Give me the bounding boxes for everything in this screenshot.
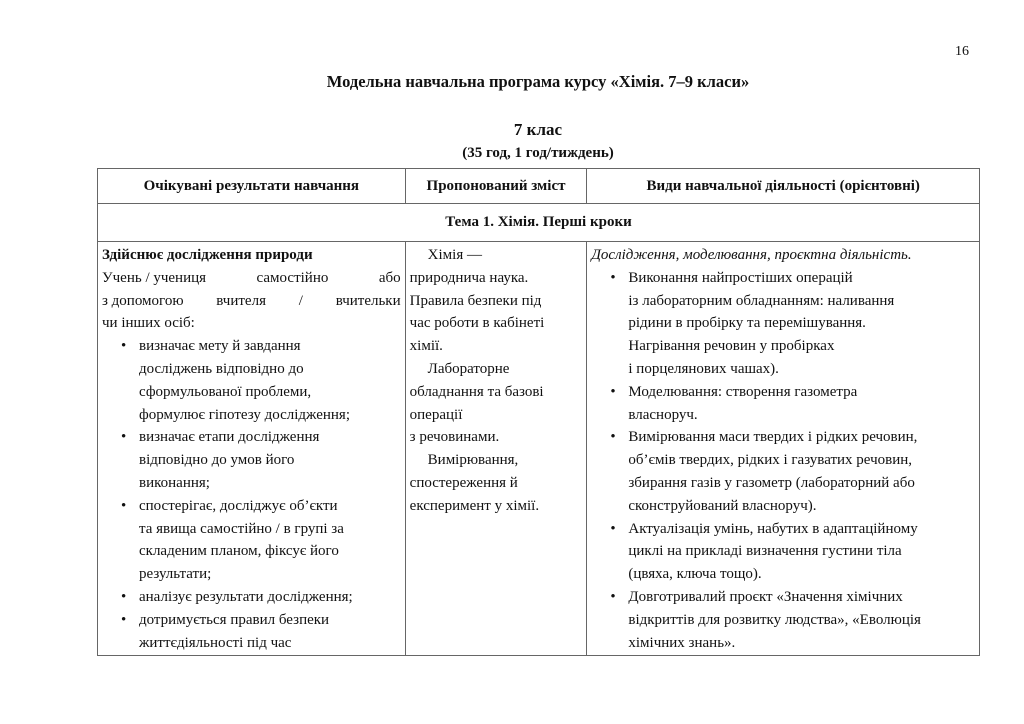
list-item-line: • аналізує результати дослідження;	[102, 586, 401, 609]
list-item-line: досліджень відповідно до	[139, 360, 304, 377]
list-item-line: об’ємів твердих, рідких і газуватих речовин,	[628, 452, 913, 469]
table-header-row	[98, 169, 980, 204]
list-item-line: • Актуалізація умінь, набутих в адаптаційному	[591, 518, 975, 541]
list-item	[102, 609, 401, 655]
list-item	[102, 495, 401, 586]
content-line: хімії.	[409, 338, 443, 355]
content-line: з речовинами.	[409, 429, 500, 446]
intro-line	[102, 267, 401, 290]
grade-heading: 7 клас	[513, 120, 563, 139]
list-item-line: відповідно до умов його	[139, 452, 295, 469]
expected-results-cell	[98, 242, 406, 656]
bullet-icon: •	[121, 611, 127, 628]
intro-word: вчителя	[216, 292, 266, 309]
header-proposed-content: Пропонований зміст	[405, 169, 587, 204]
section-heading: Дослідження, моделювання, проєктна діяльність.	[591, 247, 912, 263]
list-item-line: із лабораторним обладнанням: наливання	[628, 292, 895, 309]
intro-word: з допомогою	[102, 292, 184, 309]
bullet-icon: •	[610, 269, 616, 286]
list-item-line: • дотримується правил безпеки	[102, 609, 401, 632]
activities-cell	[587, 242, 980, 656]
list-item-line: (цвяха, ключа тощо).	[628, 566, 762, 583]
bullet-icon: •	[121, 429, 127, 446]
list-item-line: та явища самостійно / в групі за	[139, 520, 344, 537]
header-expected-results: Очікувані результати навчання	[98, 169, 406, 204]
list-item	[591, 267, 975, 381]
page-number: 16	[955, 44, 969, 59]
list-item-line: результати;	[139, 566, 212, 583]
hours-subheading: (35 год, 1 год/тиждень)	[462, 145, 614, 161]
content-line: Правила безпеки під	[409, 292, 542, 309]
intro-word: або	[378, 269, 401, 286]
list-item-line: • спостерігає, досліджує об’єкти	[102, 495, 401, 518]
list-item-line: • визначає етапи дослідження	[102, 426, 401, 449]
list-item-line: Нагрівання речовин у пробірках	[628, 338, 835, 355]
intro-word: Учень / учениця	[102, 269, 207, 286]
list-item	[591, 518, 975, 586]
bullet-icon: •	[610, 520, 616, 537]
bullet-icon: •	[610, 383, 616, 400]
list-item	[102, 586, 401, 609]
content-line: Вимірювання,	[427, 452, 519, 469]
list-item	[591, 381, 975, 427]
content-paragraph	[410, 244, 583, 358]
list-item-line: збирання газів у газометр (лабораторний або	[628, 474, 915, 491]
intro-word: самостійно	[256, 269, 329, 286]
intro-word: чи інших осіб:	[102, 315, 195, 332]
header-activities: Види навчальної діяльності (орієнтовні)	[587, 169, 980, 204]
list-item-line: • Вимірювання маси твердих і рідких речовин,	[591, 426, 975, 449]
bullet-icon: •	[121, 338, 127, 355]
intro-line	[102, 290, 401, 313]
section-heading: Здійснює дослідження природи	[102, 247, 313, 263]
curriculum-table	[97, 168, 980, 656]
list-item-line: • визначає мету й завдання	[102, 335, 401, 358]
list-item	[102, 426, 401, 494]
list-item-line: власноруч.	[628, 406, 698, 423]
list-item	[102, 335, 401, 426]
table-row	[98, 242, 980, 656]
list-item-line: складеним планом, фіксує його	[139, 543, 339, 560]
bullet-icon: •	[121, 588, 127, 605]
list-item-line: • Моделювання: створення газометра	[591, 381, 975, 404]
list-item-line: • Виконання найпростіших операцій	[591, 267, 975, 290]
intro-word: вчительки	[335, 292, 401, 309]
content-paragraph	[410, 449, 583, 517]
content-line: час роботи в кабінеті	[409, 315, 545, 332]
content-line: операції	[409, 406, 463, 423]
list-item-line: виконання;	[139, 474, 210, 491]
list-item-line: і порцелянових чашах).	[628, 360, 779, 377]
bullet-icon: •	[121, 497, 127, 514]
list-item-line: сконструйований власноруч).	[628, 497, 817, 514]
list-item-line: циклі на прикладі визначення густини тіла	[628, 543, 902, 560]
list-item-line: рідини в пробірку та перемішування.	[628, 315, 866, 332]
content-line: спостереження й	[409, 474, 518, 491]
list-item-line: формулює гіпотезу дослідження;	[139, 406, 351, 423]
list-item-line: життєдіяльності під час	[139, 634, 292, 651]
content-paragraph	[410, 358, 583, 449]
bullet-icon: •	[610, 429, 616, 446]
proposed-content-cell	[405, 242, 587, 656]
content-line: Лабораторне	[427, 360, 510, 377]
list-item-line: хімічних знань».	[628, 634, 736, 651]
theme-row	[98, 204, 980, 242]
content-line: обладнання та базові	[409, 383, 544, 400]
content-line: природнича наука.	[409, 269, 529, 286]
content-line: експеримент у хімії.	[409, 497, 540, 514]
theme-title: Тема 1. Хімія. Перші кроки	[98, 204, 980, 242]
intro-word: /	[298, 292, 303, 309]
list-item-line: відкриттів для розвитку людства», «Еволюція	[628, 611, 921, 628]
list-item	[591, 426, 975, 517]
document-title: Модельна навчальна програма курсу «Хімія. 7–9 класи»	[326, 72, 750, 91]
list-item	[591, 586, 975, 654]
bullet-icon: •	[610, 588, 616, 605]
content-line: Хімія —	[427, 247, 482, 263]
intro-line	[102, 312, 401, 335]
list-item-line: • Довготривалий проєкт «Значення хімічних	[591, 586, 975, 609]
list-item-line: сформульованої проблеми,	[139, 383, 312, 400]
